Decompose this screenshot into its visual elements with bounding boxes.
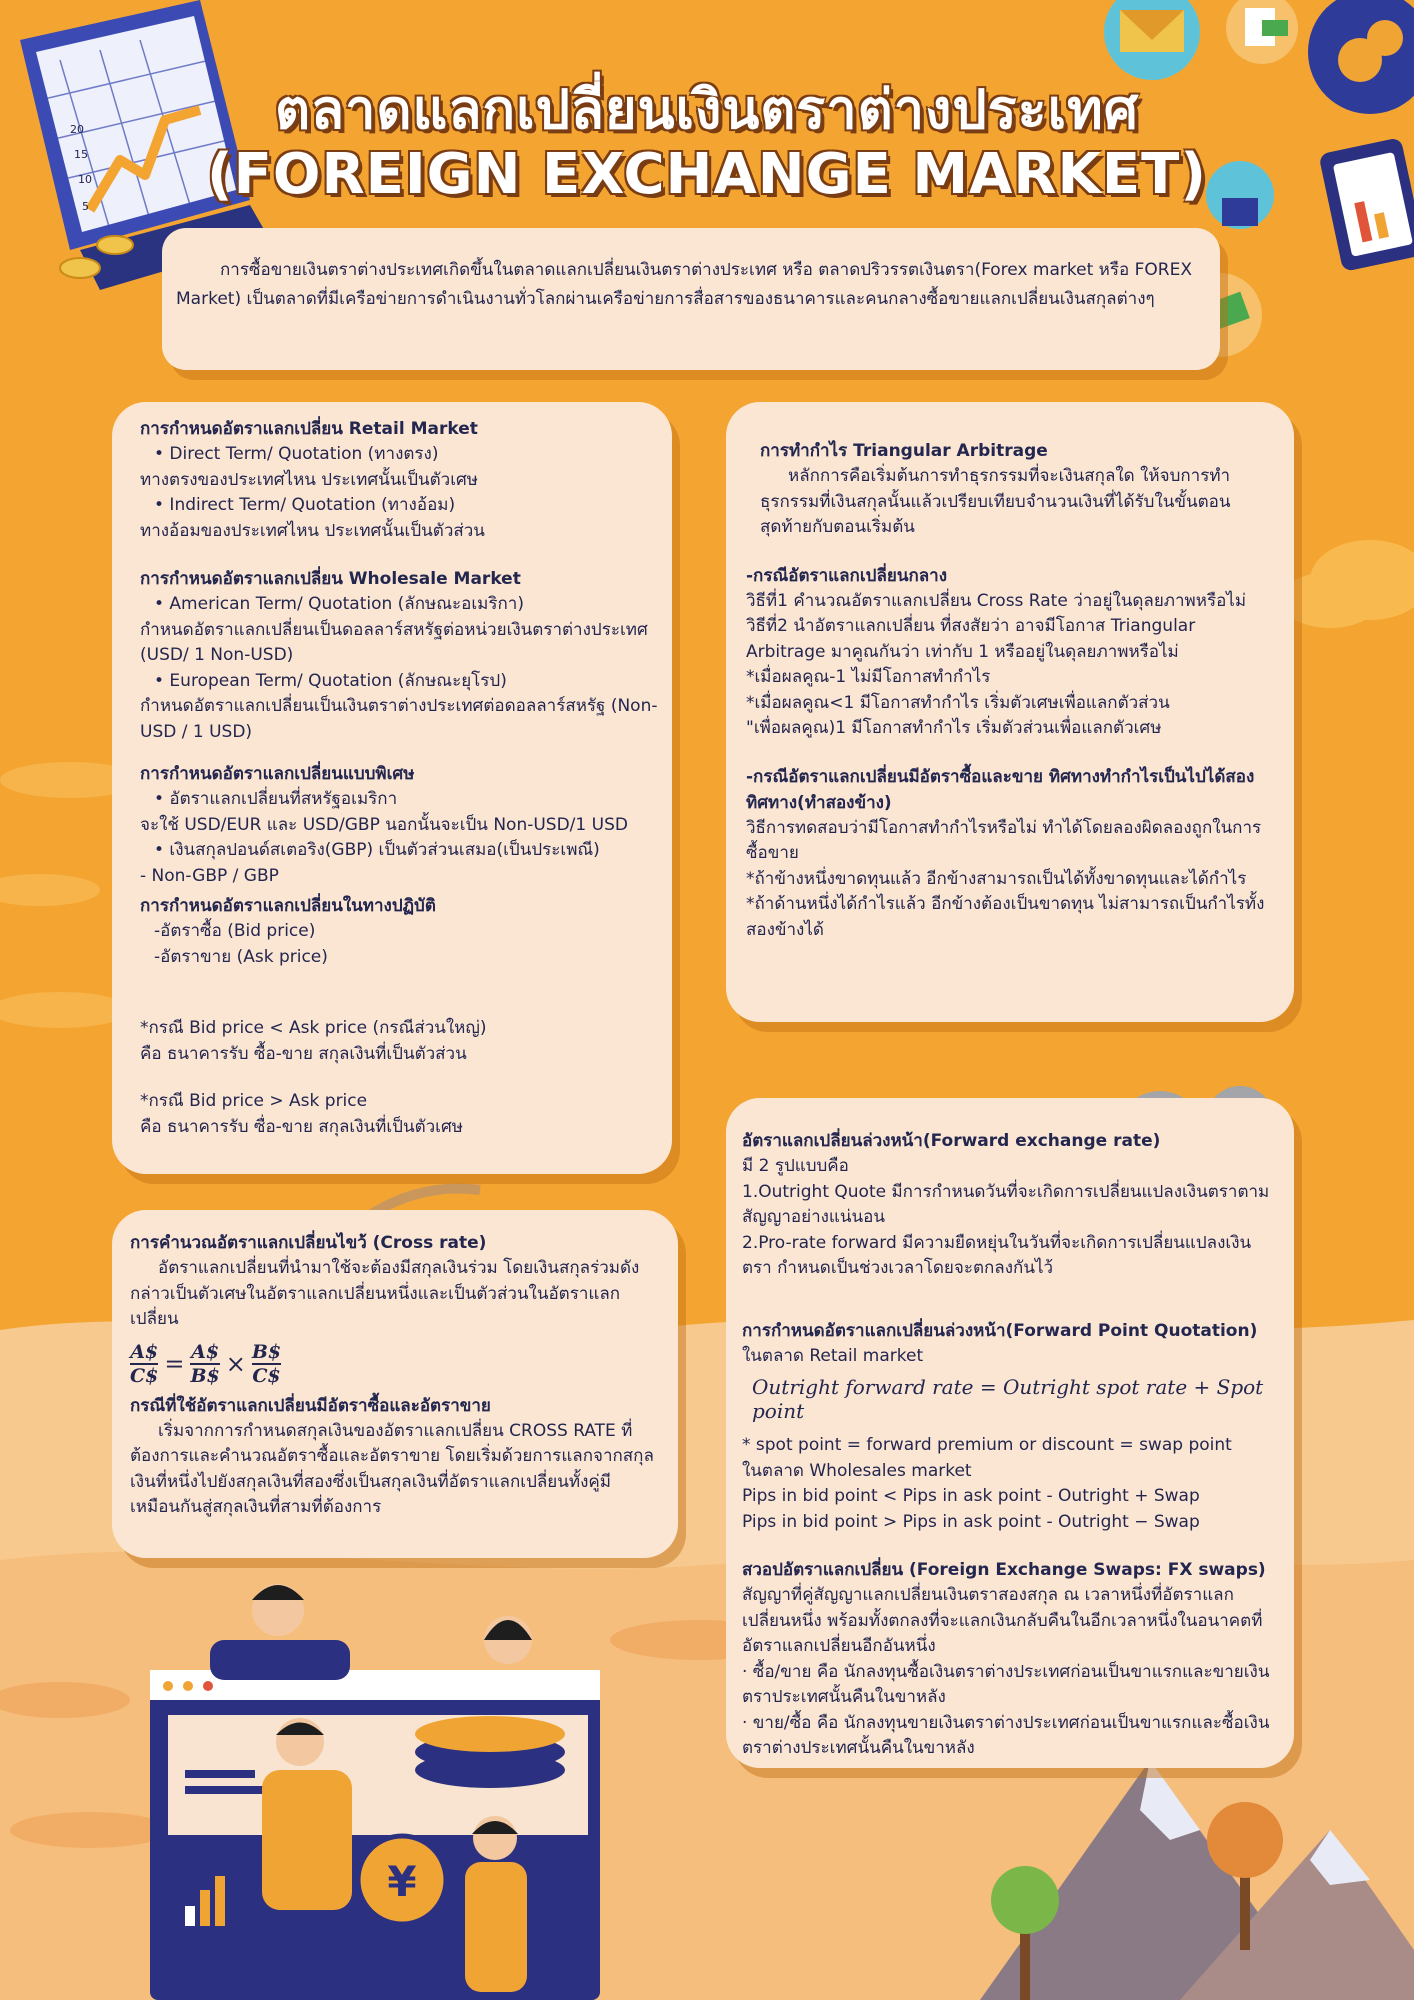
- document-money-icon: [1226, 0, 1298, 64]
- svg-text:¥: ¥: [387, 1857, 417, 1906]
- list-item: • Direct Term/ Quotation (ทางตรง): [154, 444, 439, 464]
- pips-rule: Pips in bid point > Pips in ask point - Outright − Swap: [742, 1511, 1200, 1532]
- quotation-card: [112, 402, 672, 1174]
- list-item: วิธีการทดสอบว่ามีโอกาสทำกำไรหรือไม่ ทำได้โดยลองผิดลองถูกในการซื้อขาย: [746, 817, 1262, 863]
- chart-tick: 5: [82, 200, 89, 213]
- fraction: [252, 1341, 281, 1387]
- list-item: · ขาย/ซื้อ คือ นักลงทุนขายเงินตราต่างประเทศก่อนเป็นขาแรกและซื้อเงินตราต่างประเทศนั้นคืนในขาหลัง: [742, 1712, 1270, 1758]
- section-title: -กรณีอัตราแลกเปลี่ยนมีอัตราซื้อและขาย ทิศทางทำกำไรเป็นไปได้สองทิศทาง(ทำสองข้าง): [746, 766, 1255, 813]
- list-item: • European Term/ Quotation (ลักษณะยุโรป): [154, 670, 507, 691]
- numerator: A$: [191, 1340, 220, 1363]
- denominator: C$: [252, 1364, 281, 1387]
- list-item: วิธีที่1 คำนวณอัตราแลกเปลี่ยน Cross Rate ว่าอยู่ในดุลยภาพหรือไม่: [746, 590, 1247, 611]
- list-item: *เมื่อผลคูณ-1 ไม่มีโอกาสทำกำไร: [746, 667, 991, 687]
- list-item-desc: กำหนดอัตราแลกเปลี่ยนเป็นเงินตราต่างประเทศต่อดอลลาร์สหรัฐ (Non-USD / 1 USD): [140, 696, 658, 742]
- list-item: *ถ้าข้างหนึ่งขาดทุนแล้ว อีกข้างสามารถเป็นได้ทั้งขาดทุนและได้กำไร: [746, 868, 1247, 889]
- list-item: 1.Outright Quote มีการกำหนดวันที่จะเกิดการเปลี่ยนแปลงเงินตราตามสัญญาอย่างแน่นอน: [742, 1181, 1270, 1227]
- section-desc: เริ่มจากการกำหนดสกุลเงินของอัตราแลกเปลี่ยน CROSS RATE ที่ต้องการและคำนวณอัตราซื้อและอัตราขาย โดยเริ่มด้วยการแลกจากสกุลเงินที่หนึ่งไปยังสกุลเงินที่สองซึ่งเป็นสกุลเงินที่อัตราแลกเปลี่ยนทั้งคู่มีเหมือนกันสู่สกุลเงินที่สามที่ต้องการ: [130, 1420, 654, 1517]
- equals-sign: =: [164, 1349, 185, 1378]
- section-title: กรณีที่ใช้อัตราแลกเปลี่ยนมีอัตราซื้อและอัตราขาย: [130, 1395, 491, 1416]
- market-label: ในตลาด Retail market: [742, 1345, 924, 1366]
- case-desc: คือ ธนาคารรับ ซื่อ-ขาย สกุลเงินที่เป็นตัวเศษ: [140, 1116, 463, 1137]
- envelope-money-icon: [1104, 0, 1200, 80]
- list-item: -อัตราซื้อ (Bid price): [154, 921, 316, 941]
- cross-rate-formula: [130, 1341, 660, 1387]
- note-line: * spot point = forward premium or discount = swap point: [742, 1435, 1232, 1455]
- section-desc: สัญญาที่คู่สัญญาแลกเปลี่ยนเงินตราสองสกุล ณ เวลาหนึ่งที่อัตราแลกเปลี่ยนหนึ่ง พร้อมทั้งตกลงที่จะแลกเงินกลับคืนในอีกเวลาหนึ่งในอนาคตที่อัตราแลกเปลี่ยนอีกอันหนึ่ง: [742, 1585, 1263, 1656]
- section-title: การกำหนดอัตราแลกเปลี่ยน Wholesale Market: [140, 569, 521, 589]
- list-item-desc: จะใช้ USD/EUR และ USD/GBP นอกนั้นจะเป็น Non-USD/1 USD: [140, 814, 628, 835]
- list-item: • อัตราแลกเปลี่ยนที่สหรัฐอเมริกา: [154, 789, 398, 809]
- list-item-desc: กำหนดอัตราแลกเปลี่ยนเป็นดอลลาร์สหรัฐต่อหน่วยเงินตราต่างประเทศ (USD/ 1 Non-USD): [140, 619, 648, 665]
- section-title: การกำหนดอัตราแลกเปลี่ยนในทางปฏิบัติ: [140, 896, 436, 916]
- market-label: ในตลาด Wholesales market: [742, 1460, 972, 1481]
- denominator: C$: [130, 1364, 159, 1387]
- section-title: -กรณีอัตราแลกเปลี่ยนกลาง: [746, 565, 948, 586]
- list-item: -อัตราขาย (Ask price): [154, 946, 328, 967]
- list-item: "เพื่อผลคูณ)1 มีโอกาสทำกำไร เริ่มตัวส่วนเพื่อแลกตัวเศษ: [746, 718, 1162, 738]
- section-title: การกำหนดอัตราแลกเปลี่ยนล่วงหน้า(Forward Point Quotation): [742, 1320, 1258, 1341]
- forward-rate-formula: Outright forward rate = Outright spot rate + Spot point: [752, 1375, 1264, 1423]
- intro-text: การซื้อขายเงินตราต่างประเทศเกิดขึ้นในตลาดแลกเปลี่ยนเงินตราต่างประเทศ หรือ ตลาดปริวรรตเงินตรา(Forex market หรือ FOREX Market) เป็นตลาดที่มีเครือข่ายการดำเนินงานทั่วโลกผ่านเครือข่ายการสื่อสารของธนาคารและคนกลางซื้อขายแลกเปลี่ยนเงินสกุลต่างๆ: [176, 260, 1192, 309]
- section-title: สวอปอัตราแลกเปลี่ยน (Foreign Exchange Swaps: FX swaps): [742, 1560, 1266, 1580]
- section-title: การกำหนดอัตราแลกเปลี่ยนแบบพิเศษ: [140, 764, 415, 784]
- arbitrage-card: [726, 402, 1294, 1022]
- list-item: วิธีที่2 นำอัตราแลกเปลี่ยน ที่สงสัยว่า อาจมีโอกาส Triangular Arbitrage มาคูณกันว่า เท่ากับ 1 หรืออยู่ในดุลยภาพหรือไม่: [746, 616, 1196, 662]
- chart-tick: 20: [70, 123, 84, 136]
- section-title: การคำนวณอัตราแลกเปลี่ยนไขว้ (Cross rate): [130, 1233, 487, 1253]
- section-title: อัตราแลกเปลี่ยนล่วงหน้า(Forward exchange rate): [742, 1131, 1161, 1151]
- section-desc: หลักการคือเริ่มต้นการทำธุรกรรมที่จะเงินสกุลใด ให้จบการทำธุรกรรมที่เงินสกุลนั้นแล้วเปรียบเทียบจำนวนเงินที่ได้รับในขั้นตอนสุดท้ายกับตอนเริ่มต้น: [760, 466, 1231, 537]
- section-title: การกำหนดอัตราแลกเปลี่ยน Retail Market: [140, 419, 478, 439]
- intro-card: [162, 228, 1220, 370]
- list-item-desc: ทางตรงของประเทศไหน ประเทศนั้นเป็นตัวเศษ: [140, 469, 479, 490]
- denominator: B$: [190, 1364, 220, 1387]
- numerator: B$: [251, 1340, 282, 1363]
- page-title-thai: ตลาดแลกเปลี่ยนเงินตราต่างประเทศ: [274, 78, 1140, 141]
- pips-rule: Pips in bid point < Pips in ask point - Outright + Swap: [742, 1486, 1200, 1506]
- chart-tick: 15: [74, 148, 88, 161]
- numerator: A$: [130, 1340, 159, 1363]
- cross-rate-card: [112, 1210, 678, 1558]
- list-item-desc: ทางอ้อมของประเทศไหน ประเทศนั้นเป็นตัวส่วน: [140, 520, 485, 541]
- list-item: • Indirect Term/ Quotation (ทางอ้อม): [154, 495, 456, 515]
- list-item: • เงินสกุลปอนด์สเตอริง(GBP) เป็นตัวส่วนเสมอ(เป็นประเพณี): [154, 840, 600, 860]
- cloud-decoration-right: [1280, 540, 1414, 628]
- list-item: · ซื้อ/ขาย คือ นักลงทุนซื้อเงินตราต่างประเทศก่อนเป็นขาแรกและขายเงินตราประเทศนั้นคืนในขาหลัง: [742, 1661, 1270, 1707]
- forward-exchange-card: [726, 1098, 1294, 1768]
- chart-tick: 10: [78, 173, 92, 186]
- section-desc: อัตราแลกเปลี่ยนที่นำมาใช้จะต้องมีสกุลเงินร่วม โดยเงินสกุลร่วมดังกล่าวเป็นตัวเศษในอัตราแลกเปลี่ยนหนึ่งและเป็นตัวส่วนในอัตราแลกเปลี่ยน: [130, 1258, 640, 1329]
- list-item-desc: - Non-GBP / GBP: [140, 865, 279, 886]
- page-title-english: (FOREIGN EXCHANGE MARKET): [207, 142, 1207, 207]
- case-line: *กรณี Bid price > Ask price: [140, 1091, 368, 1111]
- case-desc: คือ ธนาคารรับ ซื้อ-ขาย สกุลเงินที่เป็นตัวส่วน: [140, 1043, 467, 1064]
- fraction: [130, 1341, 158, 1387]
- fraction: [190, 1341, 219, 1387]
- list-item: *เมื่อผลคูณ<1 มีโอกาสทำกำไร เริ่มตัวเศษเพื่อแลกตัวส่วน: [746, 692, 1170, 713]
- list-intro: มี 2 รูปแบบคือ: [742, 1156, 849, 1176]
- times-sign: ×: [225, 1349, 246, 1378]
- list-item: *ถ้าด้านหนึ่งได้กำไรแล้ว อีกข้างต้องเป็นขาดทุน ไม่สามารถเป็นกำไรทั้งสองข้างได้: [746, 894, 1265, 940]
- section-title: การทำกำไร Triangular Arbitrage: [760, 441, 1048, 461]
- list-item: • American Term/ Quotation (ลักษณะอเมริกา): [154, 594, 524, 614]
- list-item: 2.Pro-rate forward มีความยืดหยุ่นในวันที่จะเกิดการเปลี่ยนแปลงเงินตรา กำหนดเป็นช่วงเวลาโดยจะตกลงกันไว้: [742, 1232, 1252, 1278]
- case-line: *กรณี Bid price < Ask price (กรณีส่วนใหญ่): [140, 1018, 487, 1038]
